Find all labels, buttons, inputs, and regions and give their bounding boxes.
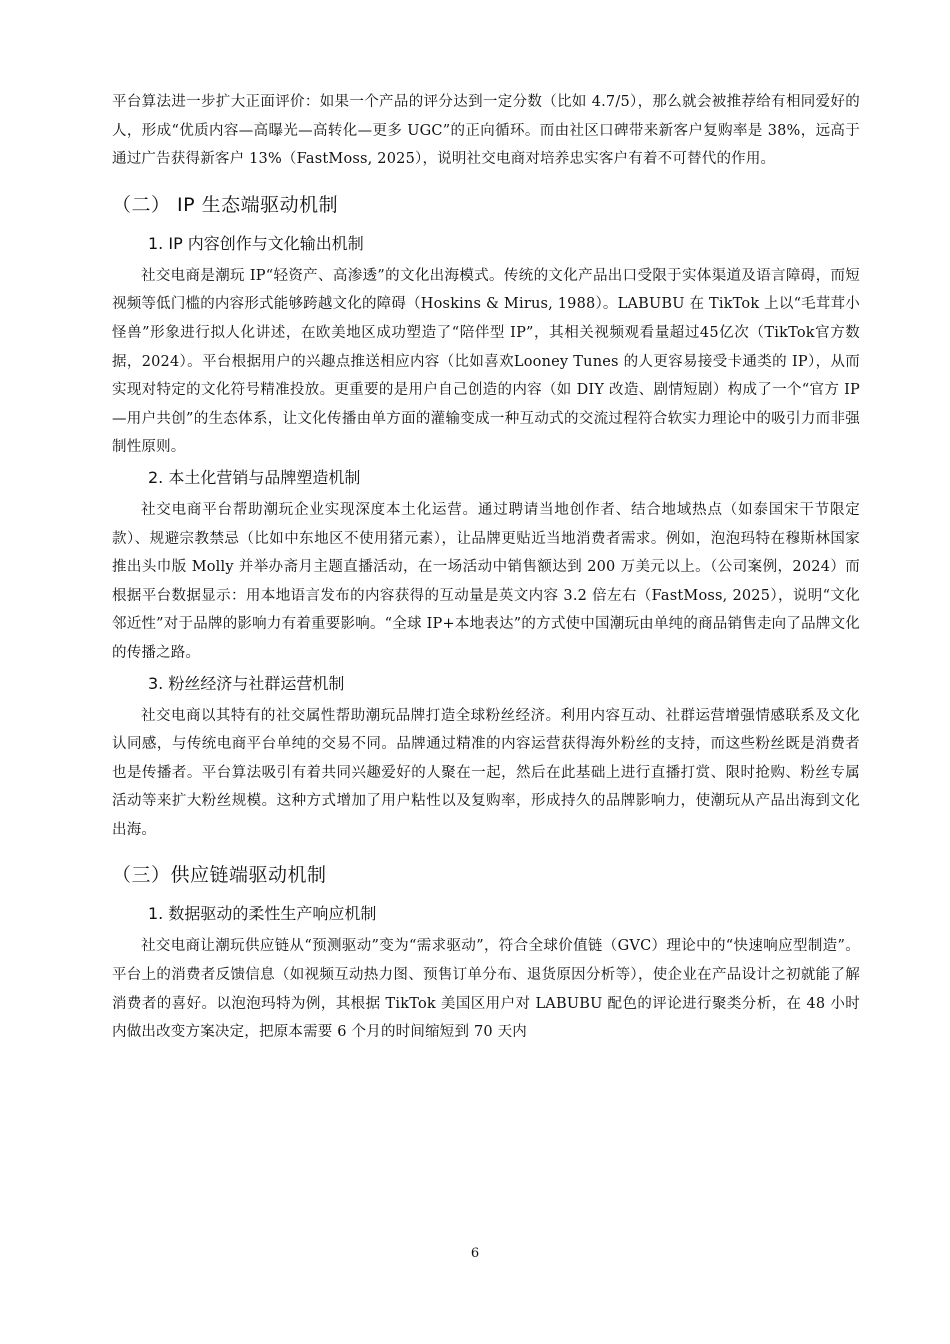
paragraph-fan-economy: 社交电商以其特有的社交属性帮助潮玩品牌打造全球粉丝经济。利用内容互动、社群运营增强情感联系及文化认同感，与传统电商平台单纯的交易不同。品牌通过精准的内容运营获得海外粉丝的支持，而这些粉丝既是消费者也是传播者。平台算法吸引有着共同兴趣爱好的人聚在一起，然后在此基础上进行直播打赏、限时抢购、粉丝专属活动等来扩大粉丝规模。这种方式增加了用户粘性以及复购率，形成持久的品牌影响力，使潮玩从产品出海到文化出海。 <box>112 707 860 838</box>
paragraph-localization: 社交电商平台帮助潮玩企业实现深度本土化运营。通过聘请当地创作者、结合地域热点（如泰国宋干节限定款）、规避宗教禁忌（比如中东地区不使用猪元素），让品牌更贴近当地消费者需求。例如，泡泡玛特在穆斯林国家推出头巾版 Molly 并举办斋月主题直播活动，在一场活动中销售额达到 200 万美元以上。（公司案例，2024）而根据平台数据显示：用本地语言发布的内容获得的互动量是英文内容 3.2 倍左右（FastMoss, 2025），说明“文化邻近性”对于品牌的影响力有着重要影响。“全球 IP+本地表达”的方式使中国潮玩由单纯的商品销售走向了品牌文化的传播之路。 <box>112 501 860 661</box>
subsection-heading-flexible-production: 1. 数据驱动的柔性生产响应机制 <box>148 904 377 924</box>
paragraph-platform-algorithm: 平台算法进一步扩大正面评价：如果一个产品的评分达到一定分数（比如 4.7/5），那么就会被推荐给有相同爱好的人，形成“优质内容—高曝光—高转化—更多 UGC”的正向循环。而由社区口碑带来新客户复购率是 38%，远高于通过广告获得新客户 13%（FastMoss, 2025），说明社交电商对培养忠实客户有着不可替代的作用。 <box>112 94 860 168</box>
subsection-heading-fan-economy: 3. 粉丝经济与社群运营机制 <box>148 673 345 693</box>
page-content <box>112 88 860 1047</box>
page-number: 6 <box>470 1246 480 1261</box>
paragraph-ip-content: 社交电商是潮玩 IP“轻资产、高渗透”的文化出海模式。传统的文化产品出口受限于实体渠道及语言障碍，而短视频等低门槛的内容形式能够跨越文化的障碍（Hoskins & Mirus, 1988）。LABUBU 在 TikTok 上以“毛茸茸小怪兽”形象进行拟人化讲述，在欧美地区成功塑造了“陪伴型 IP”，其相关视频观看量超过45亿次（TikTok官方数据，2024）。平台根据用户的兴趣点推送相应内容（比如喜欢Looney Tunes 的人更容易接受卡通类的 IP），从而实现对特定的文化符号精准投放。更重要的是用户自己创造的内容（如 DIY 改造、剧情短剧）构成了一个“官方 IP—用户共创”的生态体系，让文化传播由单方面的灌输变成一种互动式的交流过程符合软实力理论中的吸引力而非强制性原则。 <box>112 267 860 456</box>
subsection-heading-localization: 2. 本土化营销与品牌塑造机制 <box>148 467 361 487</box>
paragraph-flexible-production: 社交电商让潮玩供应链从“预测驱动”变为“需求驱动”，符合全球价值链（GVC）理论中的“快速响应型制造”。平台上的消费者反馈信息（如视频互动热力图、预售订单分布、退货原因分析等），使企业在产品设计之初就能了解消费者的喜好。以泡泡玛特为例，其根据 TikTok 美国区用户对 LABUBU 配色的评论进行聚类分析，在 48 小时内做出改变方案决定，把原本需要 6 个月的时间缩短到 70 天内 <box>112 938 860 1041</box>
section-heading-supply-chain: （三）供应链端驱动机制 <box>112 864 327 887</box>
section-heading-ip-ecosystem: （二） IP 生态端驱动机制 <box>112 193 339 216</box>
subsection-heading-ip-content: 1. IP 内容创作与文化输出机制 <box>148 233 364 253</box>
